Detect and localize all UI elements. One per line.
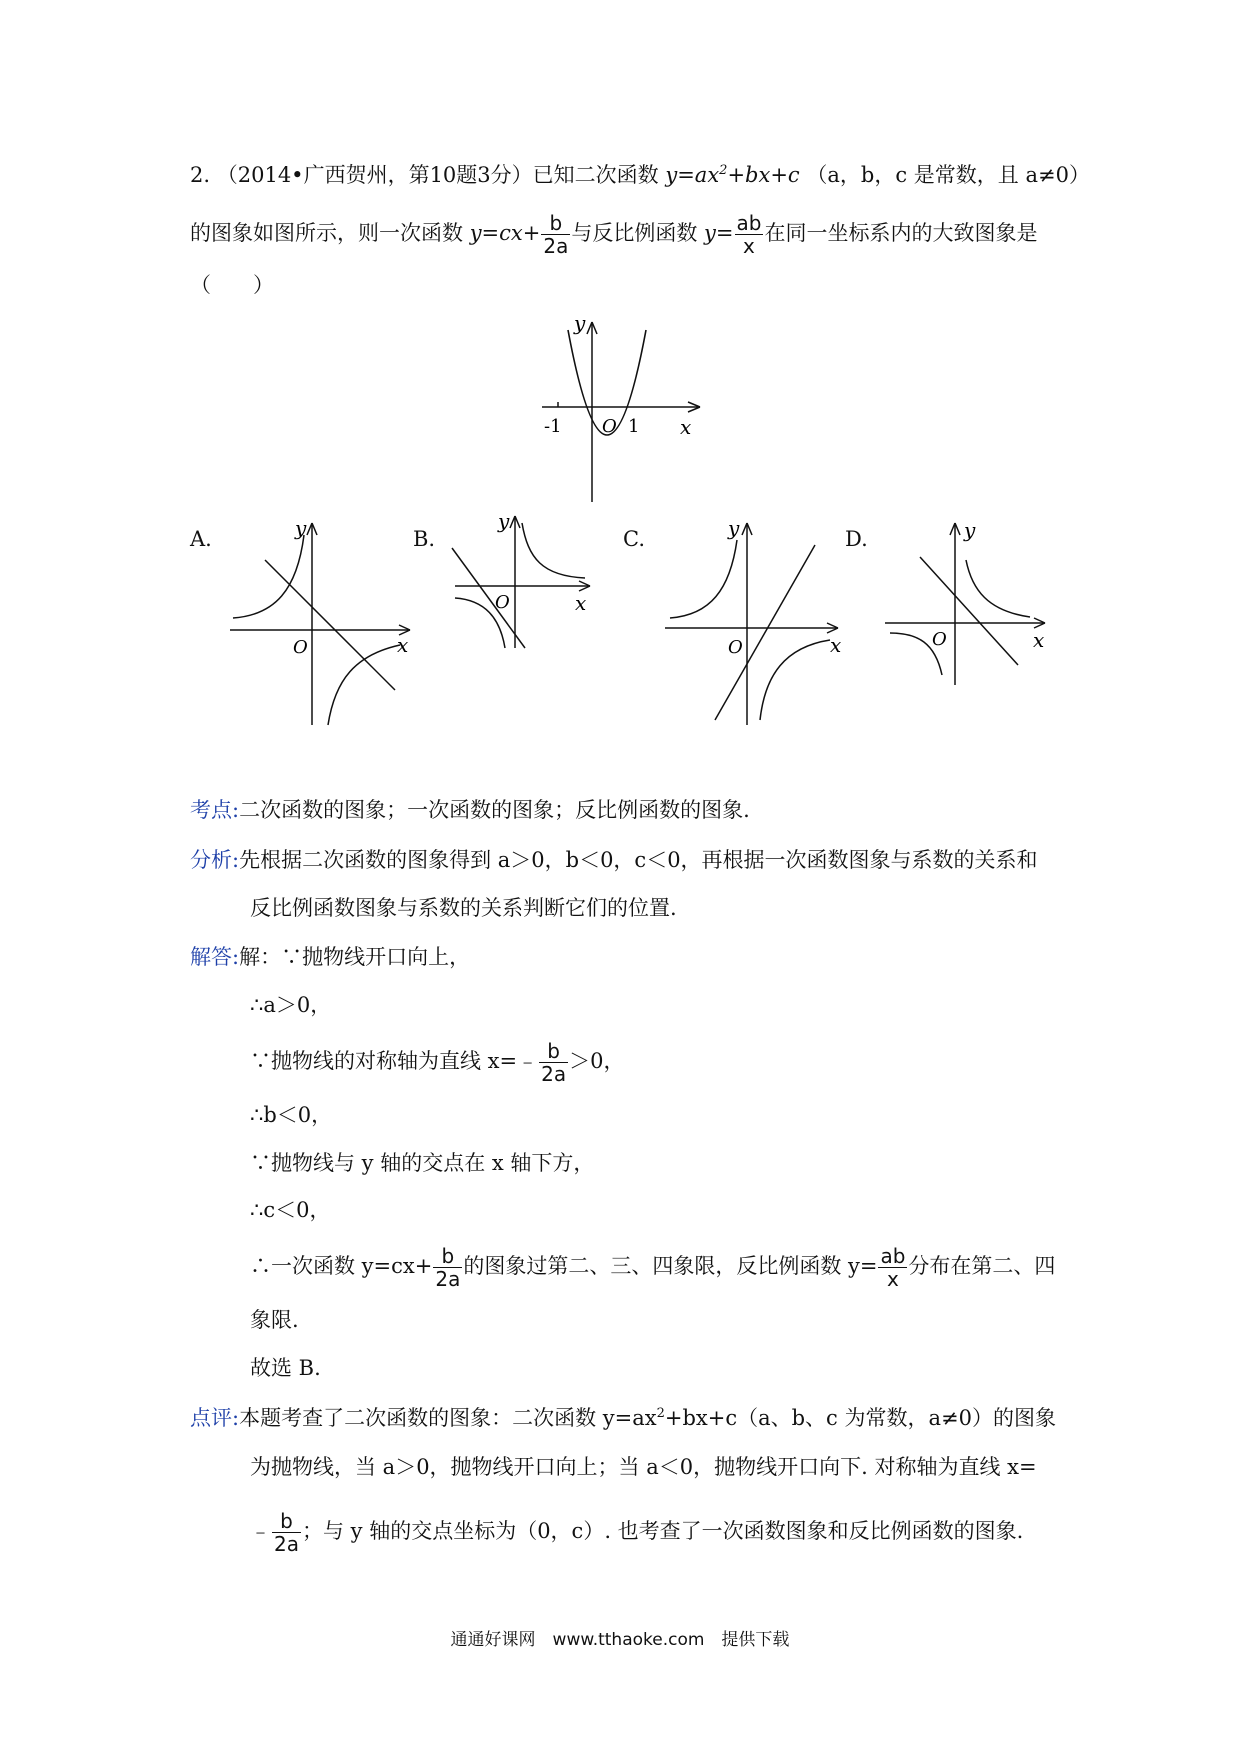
dianping-line-3: ﹣ $\frac{b}{2a}$ ；与 y 轴的交点坐标为（0，c）. 也考查了一次函数图象和反比例函数的图象.: [250, 1509, 1024, 1556]
question-text-a: 的图象如图所示，则一次函数: [190, 221, 463, 245]
svg-text:x: x: [575, 591, 587, 615]
jieda-line-5: ∵抛物线与 y 轴的交点在 x 轴下方，: [250, 1151, 595, 1175]
question-condition: （a，b，c 是常数，且 a≠0）: [806, 163, 1090, 187]
dianping-line-1: 点评:本题考查了二次函数的图象：二次函数 $y=ax^2+bx+c(a$、b、c 为常数，a≠0）的图象: [190, 1406, 1056, 1430]
inverse-func: y=: [704, 221, 734, 245]
dianping-tag: 点评:: [190, 1406, 240, 1430]
jieda-tag: 解答:: [190, 945, 240, 969]
label-one: 1: [628, 416, 640, 437]
svg-text:O: O: [495, 592, 510, 613]
option-d-label: D.: [845, 527, 868, 551]
fenxi-tag: 分析:: [190, 848, 240, 872]
jieda-line-1: [190, 942, 470, 972]
svg-text:y: y: [498, 509, 510, 533]
svg-text:O: O: [932, 629, 947, 650]
svg-text:y: y: [728, 516, 740, 540]
label-x: x: [680, 415, 692, 439]
parabola-graph: [530, 310, 710, 510]
svg-text:y: y: [964, 518, 976, 542]
svg-text:O: O: [728, 637, 743, 658]
jieda-line-4: ∴b＜0，: [250, 1103, 333, 1127]
option-c-label: C.: [623, 527, 645, 551]
question-text-c: 在同一坐标系内的大致图象是: [764, 221, 1038, 245]
svg-text:O: O: [293, 637, 308, 658]
fenxi-text-1: 先根据二次函数的图象得到 a＞0，b＜0，c＜0，再根据一次函数图象与系数的关系和: [239, 848, 1038, 872]
kaodian-line: [190, 795, 750, 825]
jieda-line-7: ∴一次函数 y=cx+ $\frac{b}{2a}$ 的图象过第二、三、四象限，反比例函数 y= $\frac{ab}{x}$ 分布在第二、四: [250, 1244, 1056, 1291]
fenxi-line-2: 反比例函数图象与系数的关系判断它们的位置.: [250, 896, 677, 920]
fraction-ab-x: $\frac{ab}{x}$: [736, 211, 762, 258]
jieda-line-9: 故选 B.: [250, 1356, 321, 1380]
question-line-2: [190, 212, 1037, 257]
fraction-b-2a-linear: $\frac{b}{2a}$: [435, 1244, 461, 1291]
option-b-label: B.: [413, 527, 436, 551]
kaodian-tag: 考点:: [190, 798, 240, 822]
fenxi-line-1: [190, 845, 1038, 875]
option-a-label: A.: [190, 527, 212, 551]
svg-text:x: x: [397, 633, 409, 657]
question-text-b: 与反比例函数: [571, 221, 698, 245]
option-a-graph[interactable]: [225, 515, 415, 730]
svg-text:x: x: [830, 633, 842, 657]
quadratic-func-rest: +bx+c: [727, 163, 800, 187]
fraction-ab-x-inverse: $\frac{ab}{x}$: [880, 1244, 906, 1291]
jieda-line-8: 象限.: [250, 1308, 299, 1332]
answer-paren: （ ）: [190, 273, 274, 297]
jieda-line-6: ∴c＜0，: [250, 1198, 331, 1222]
question-number: 2.: [190, 163, 211, 187]
dianping-line-2: 为抛物线，当 a＞0，抛物线开口向上；当 a＜0，抛物线开口向下. 对称轴为直线 x=: [250, 1455, 1037, 1479]
option-d-graph[interactable]: [880, 515, 1055, 690]
option-c-graph[interactable]: [660, 515, 850, 730]
question-line-1: [190, 160, 1090, 190]
label-y: y: [574, 311, 586, 335]
jieda-text-1: 解：∵抛物线开口向上，: [239, 945, 471, 969]
quadratic-func: y=ax: [665, 163, 720, 187]
jieda-line-3: ∵抛物线的对称轴为直线 x=﹣ $\frac{b}{2a}$ ＞0，: [250, 1039, 625, 1086]
jieda-line-2: ∴a＞0，: [250, 993, 332, 1017]
footer-credit: 通通好课网 www.tthaoke.com 提供下载: [450, 1630, 790, 1650]
option-b-graph[interactable]: [450, 508, 600, 658]
label-origin: O: [602, 416, 617, 437]
fraction-b-2a: $\frac{b}{2a}$: [543, 211, 569, 258]
fraction-b-2a-axis: $\frac{b}{2a}$: [541, 1039, 567, 1086]
svg-text:y: y: [295, 516, 307, 540]
fraction-b-2a-review: $\frac{b}{2a}$: [274, 1509, 299, 1556]
label-neg1: -1: [544, 416, 562, 437]
quadratic-exp: 2: [719, 163, 728, 178]
question-source: （2014•广西贺州，第10题3分）已知二次函数: [216, 163, 659, 187]
kaodian-text: 二次函数的图象；一次函数的图象；反比例函数的图象.: [239, 798, 750, 822]
svg-text:x: x: [1033, 628, 1045, 652]
linear-func: y=cx+: [469, 221, 541, 245]
